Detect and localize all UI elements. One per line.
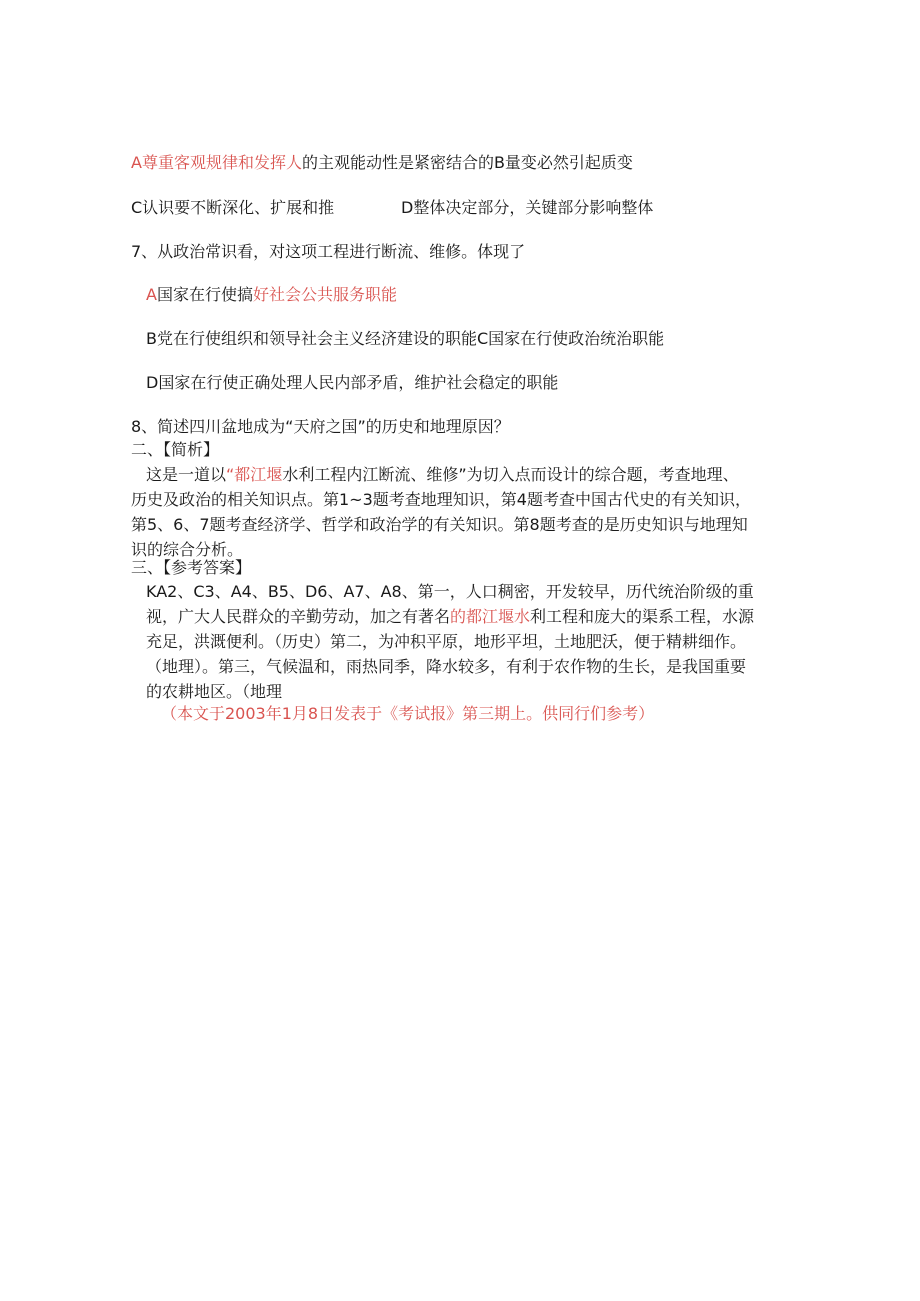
q6-option-a-highlight: A尊重客观规律和发挥人 xyxy=(131,153,302,172)
q7-option-a-letter: A xyxy=(146,285,157,304)
analysis-line-3: 第5、6、7题考查经济学、哲学和政治学的有关知识。第8题考查的是历史知识与地理知 xyxy=(131,515,748,534)
answer-line-1: KA2、C3、A4、B5、D6、A7、A8、第一，人口稠密，开发较早，历代统治阶级的重 xyxy=(146,582,754,601)
q7-option-d: D国家在行使正确处理人民内部矛盾，维护社会稳定的职能 xyxy=(146,373,559,392)
analysis-paragraph xyxy=(131,464,751,561)
answer-highlight: 的都江堰水 xyxy=(450,607,531,626)
source-note: （本文于2003年1月8日发表于《考试报》第三期上。供同行们参考） xyxy=(161,704,655,723)
answer-paragraph xyxy=(146,581,754,703)
q6-option-a-b-text: 的主观能动性是紧密结合的B量变必然引起质变 xyxy=(301,153,633,172)
q8-stem: 8、简述四川盆地成为“天府之国”的历史和地理原因？ xyxy=(131,417,510,436)
analysis-highlight: “都江堰 xyxy=(226,465,283,484)
q6-option-d: D整体决定部分，关键部分影响整体 xyxy=(401,198,654,217)
q7-option-a-highlight: 好社会公共服务职能 xyxy=(252,285,397,304)
q7-option-b-c: B党在行使组织和领导社会主义经济建设的职能C国家在行使政治统治职能 xyxy=(146,329,665,348)
q7-option-a-text: 国家在行使搞 xyxy=(156,285,253,304)
answer-heading: 三、【参考答案】 xyxy=(131,558,252,577)
answer-line-2: 视，广大人民群众的辛勤劳动，加之有著名的都江堰水利工程和庞大的渠系工程，水源 xyxy=(146,607,755,626)
q6-option-a-b xyxy=(131,152,633,174)
analysis-line-1: 这是一道以“都江堰水利工程内江断流、维修”为切入点而设计的综合题，考查地理、 xyxy=(146,465,739,484)
q7-option-a xyxy=(146,284,397,306)
q7-stem: 7、从政治常识看，对这项工程进行断流、维修。体现了 xyxy=(131,242,526,261)
analysis-heading: 二、【简析】 xyxy=(131,440,220,459)
answer-line-4: （地理）。第三，气候温和，雨热同季，降水较多，有利于农作物的生长，是我国重要 xyxy=(146,657,747,676)
q6-option-c: C认识要不断深化、扩展和推 xyxy=(131,198,335,217)
analysis-line-4: 识的综合分析。 xyxy=(131,540,244,559)
answer-line-3: 充足，洪溉便利。（历史）第二，为冲积平原，地形平坦，土地肥沃，便于精耕细作。 xyxy=(146,632,747,651)
answer-line-5: 的农耕地区。（地理 xyxy=(146,682,283,701)
analysis-line-2: 历史及政治的相关知识点。第1~3题考查地理知识，第4题考查中国古代史的有关知识， xyxy=(131,490,751,509)
